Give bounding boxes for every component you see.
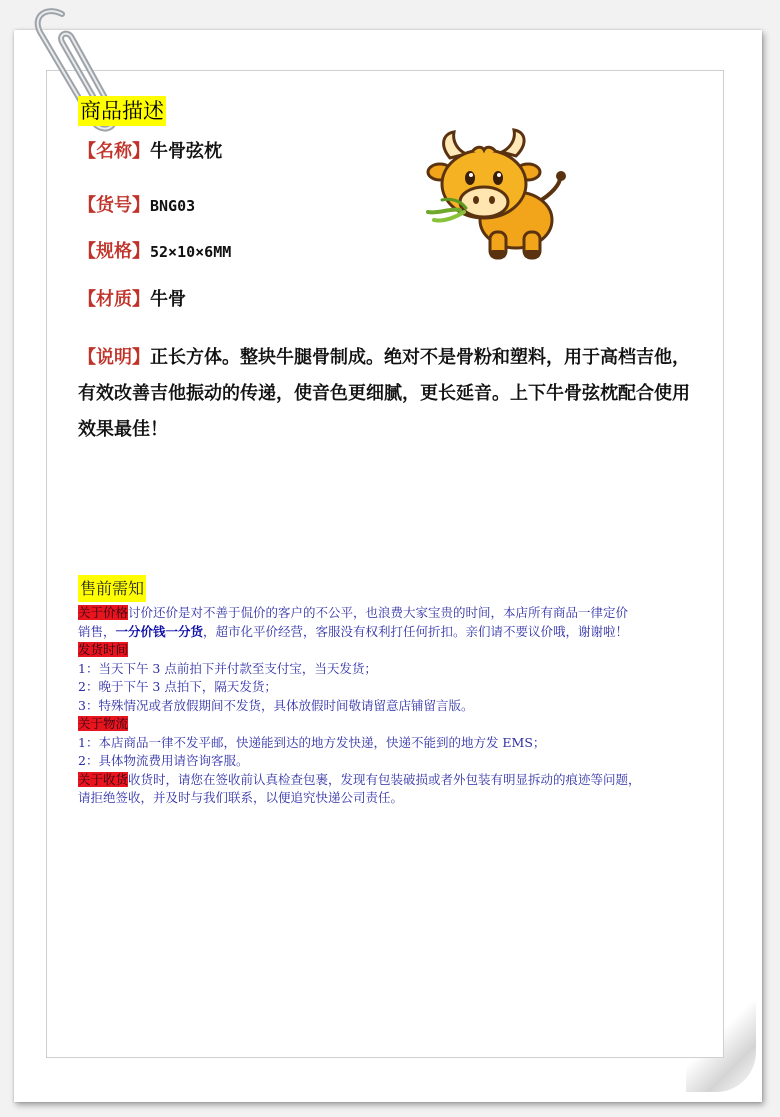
- spec-value: BNG03: [150, 197, 196, 215]
- spec-row-name: [78, 140, 222, 164]
- shipping-line: 3：特殊情况或者放假期间不发货，具体放假时间敬请留意店铺留言版。: [78, 697, 474, 713]
- logistics-tag: [78, 716, 128, 731]
- explanation-paragraph: [78, 340, 690, 448]
- price-line-1: [78, 604, 703, 623]
- presale-heading: 售前需知: [78, 575, 146, 602]
- price-tag: [78, 605, 128, 620]
- receiving-text-a: 收货时，请您在签收前认真检查包裹，发现有包装破损或者外包装有明显拆动的痕迹等问题，: [128, 771, 641, 787]
- spec-row-sku: [78, 194, 195, 218]
- shipping-tag: [78, 642, 128, 657]
- shipping-line: 1：当天下午 3 点前拍下并付款至支付宝，当天发货；: [78, 660, 377, 676]
- receiving-line-2: 请拒绝签收，并及时与我们联系，以便追究快递公司责任。: [78, 790, 404, 805]
- spec-row-size: [78, 240, 231, 264]
- explain-label: 【说明】: [78, 347, 150, 368]
- shipping-tag-label: 发货时间: [78, 642, 129, 657]
- logistics-tag-line: [78, 715, 703, 734]
- content-frame: [46, 70, 724, 1058]
- price-line-2: [78, 623, 703, 642]
- price-text-a: 讨价还价是对不善于侃价的客户的不公平，也浪费大家宝贵的时间，本店所有商品一律定价: [128, 605, 629, 620]
- spec-value: 52×10×6MM: [150, 243, 232, 261]
- explain-text: 正长方体。整块牛腿骨制成。绝对不是骨粉和塑料，用于高档吉他，有效改善吉他振动的传递，使音色更细腻，更长延音。上下牛骨弦枕配合使用效果最佳！: [78, 347, 690, 440]
- logistics-tag-label: 关于物流: [78, 716, 129, 731]
- shipping-line: 2：晚于下午 3 点拍下，隔天发货；: [78, 679, 277, 694]
- ox-mascot-icon: [420, 128, 570, 264]
- spec-value: 牛骨: [150, 289, 186, 310]
- price-tag-label: 关于价格: [78, 605, 129, 620]
- logistics-line: 1：本店商品一律不发平邮，快递能到达的地方发快递，快递不能到的地方发 EMS；: [78, 734, 546, 750]
- price-emphasis: 一分价钱一分货: [115, 623, 204, 639]
- spec-label: 【规格】: [78, 241, 150, 262]
- spec-row-material: [78, 288, 186, 312]
- spec-label: 【名称】: [78, 141, 150, 162]
- presale-notice: [78, 604, 703, 808]
- receiving-line-1: [78, 771, 703, 790]
- spec-label: 【材质】: [78, 289, 150, 310]
- spec-label: 【货号】: [78, 195, 150, 216]
- price-text-b: 销售，: [78, 623, 116, 639]
- description-heading: 商品描述: [78, 96, 166, 126]
- spec-value: 牛骨弦枕: [150, 141, 222, 162]
- shipping-tag-line: [78, 641, 703, 660]
- receiving-tag: [78, 772, 128, 787]
- price-text-c: ，超市化平价经营，客服没有权利打任何折扣。亲们请不要议价哦，谢谢啦！: [203, 623, 629, 639]
- receiving-tag-label: 关于收货: [78, 771, 129, 787]
- logistics-line: 2：具体物流费用请咨询客服。: [78, 753, 249, 768]
